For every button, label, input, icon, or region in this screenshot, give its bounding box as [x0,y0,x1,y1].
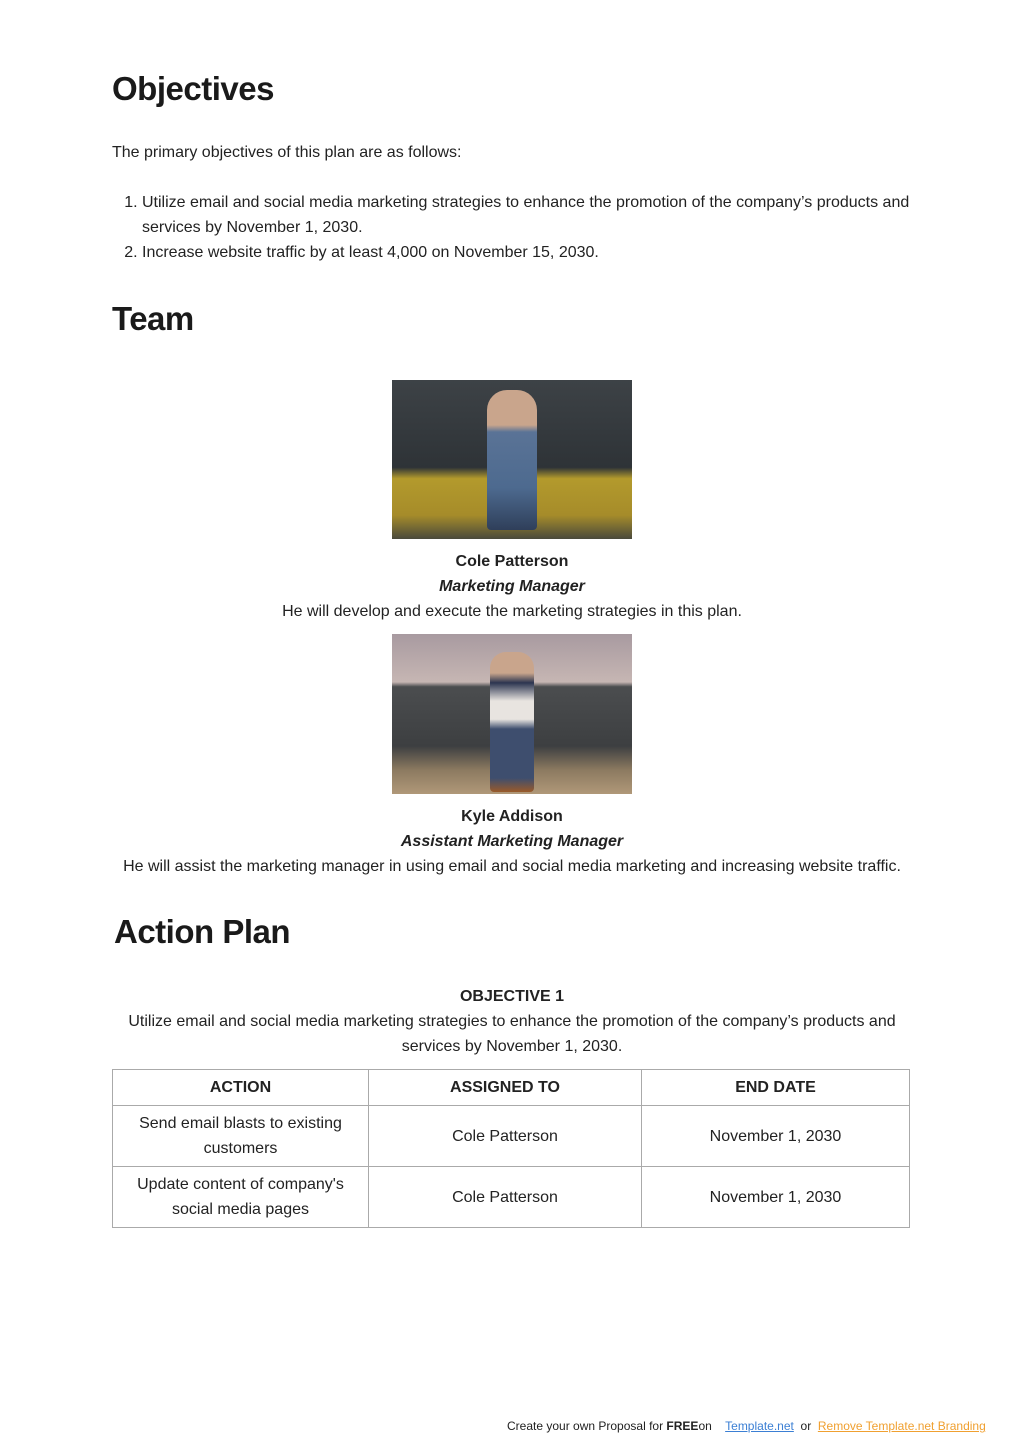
footer-branding [507,1419,986,1433]
date-cell: November 1, 2030 [642,1106,910,1167]
assigned-cell: Cole Patterson [369,1106,642,1167]
objective-item: 1. Utilize email and social media marketing strategies to enhance the promotion of the company’s products and services by November 1, 2030. [142,190,912,240]
column-header: ASSIGNED TO [369,1070,642,1106]
footer-prefix: Create your own Proposal for [507,1419,664,1433]
member-description: He will assist the marketing manager in using email and social media marketing and increasing website traffic. [123,858,901,875]
remove-branding-link[interactable]: Remove Template.net Branding [817,1419,986,1433]
table-row [113,1167,910,1228]
objectives-list [112,190,912,265]
table-row [113,1106,910,1167]
action-cell: Update content of company's social media pages [113,1167,369,1228]
cole-patterson-photo [392,380,632,539]
objective-text: Utilize email and social media marketing strategies to enhance the promotion of the company’s products and services by November 1, 2030. [128,1013,896,1055]
member-role: Marketing Manager [439,578,585,595]
action-table [112,1069,910,1228]
team-heading: Team [112,300,194,337]
member-role: Assistant Marketing Manager [400,833,624,850]
member-name: Kyle Addison [461,808,563,825]
action-cell: Send email blasts to existing customers [113,1106,369,1167]
footer-on: on [698,1419,712,1433]
column-header: ACTION [113,1070,369,1106]
member-name: Cole Patterson [455,553,569,570]
footer-free: FREE [666,1419,699,1433]
footer-or: or [800,1419,812,1433]
column-header: END DATE [642,1070,910,1106]
assigned-cell: Cole Patterson [369,1167,642,1228]
objective-title: OBJECTIVE 1 [459,988,565,1005]
template-net-link[interactable]: Template.net [725,1419,794,1433]
kyle-addison-photo [392,634,632,794]
table-header-row [113,1070,910,1106]
objectives-intro: The primary objectives of this plan are as follows: [112,144,462,161]
objectives-heading: Objectives [112,70,274,107]
action-plan-heading: Action Plan [114,913,291,950]
date-cell: November 1, 2030 [642,1167,910,1228]
objective-item: 2. Increase website traffic by at least 4,000 on November 15, 2030. [142,240,912,265]
member-description: He will develop and execute the marketing strategies in this plan. [282,603,742,620]
